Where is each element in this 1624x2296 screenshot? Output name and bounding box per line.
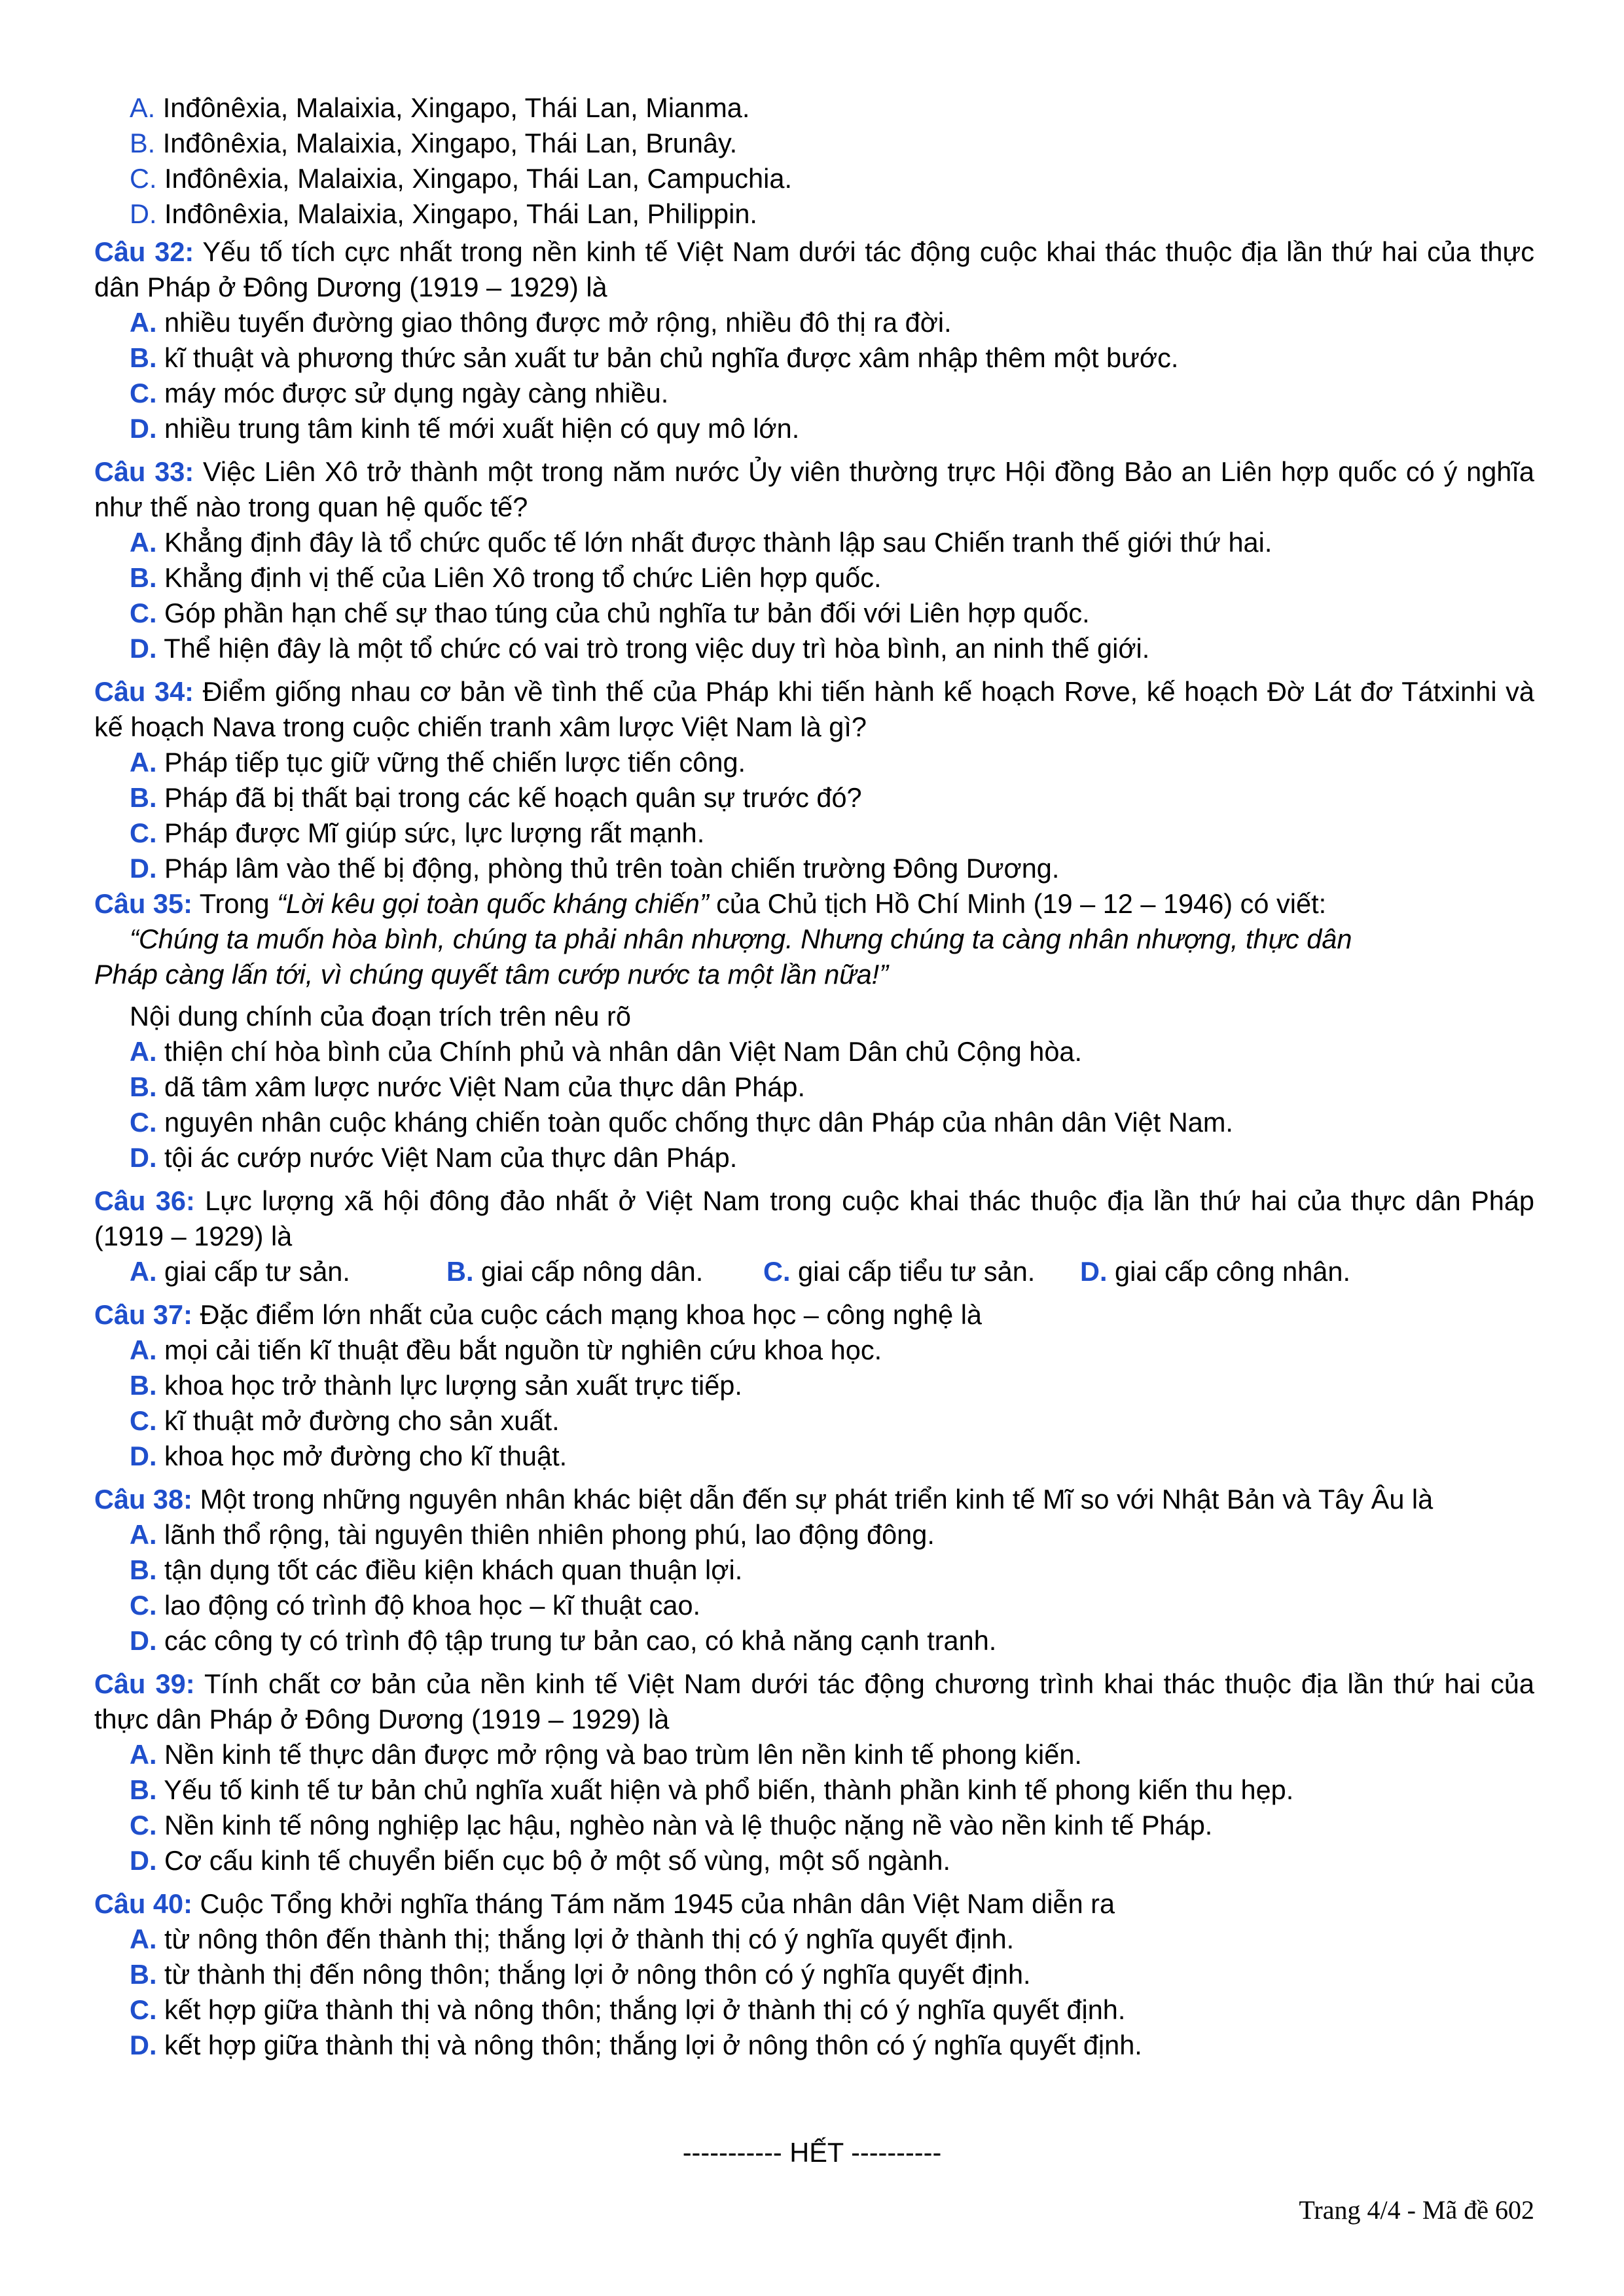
option-c: C. nguyên nhân cuộc kháng chiến toàn quốc chống thực dân Pháp của nhân dân Việt Nam. [130, 1107, 1233, 1138]
option-c: C. kĩ thuật mở đường cho sản xuất. [130, 1405, 560, 1436]
option-a: A. lãnh thổ rộng, tài nguyên thiên nhiên phong phú, lao động đông. [130, 1519, 935, 1550]
option-d: D. Pháp lâm vào thế bị động, phòng thủ trên toàn chiến trường Đông Dương. [130, 853, 1060, 884]
option-b: B. dã tâm xâm lược nước Việt Nam của thực dân Pháp. [130, 1071, 805, 1102]
question-37 [94, 1297, 1534, 1474]
option-c: C. Inđônêxia, Malaixia, Xingapo, Thái Lan, Campuchia. [130, 163, 792, 194]
option-c: C. Góp phần hạn chế sự thao túng của chủ nghĩa tư bản đối với Liên hợp quốc. [130, 598, 1090, 628]
question-stem: Câu 40: Cuộc Tổng khởi nghĩa tháng Tám năm 1945 của nhân dân Việt Nam diễn ra [94, 1888, 1115, 1919]
option-a: A. Inđônêxia, Malaixia, Xingapo, Thái Lan, Mianma. [130, 92, 750, 123]
quote-line-1: “Chúng ta muốn hòa bình, chúng ta phải nhân nhượng. Nhưng chúng ta càng nhân nhượng, thực dân [130, 924, 1352, 954]
option-a: A. Khẳng định đây là tổ chức quốc tế lớn nhất được thành lập sau Chiến tranh thế giới thứ hai. [130, 527, 1272, 558]
option-d: D. khoa học mở đường cho kĩ thuật. [130, 1441, 568, 1471]
option-d: D. tội ác cướp nước Việt Nam của thực dân Pháp. [130, 1142, 738, 1173]
option-a: A. mọi cải tiến kĩ thuật đều bắt nguồn từ nghiên cứu khoa học. [130, 1335, 882, 1365]
option-b: B. giai cấp nông dân. [446, 1256, 704, 1287]
end-mark: ----------- HẾT ---------- [682, 2137, 942, 2168]
option-a: A. Pháp tiếp tục giữ vững thế chiến lược tiến công. [130, 747, 746, 778]
option-c: C. kết hợp giữa thành thị và nông thôn; thắng lợi ở thành thị có ý nghĩa quyết định. [130, 1994, 1126, 2025]
question-40 [94, 1886, 1534, 2063]
option-c: C. giai cấp tiểu tư sản. [763, 1256, 1036, 1287]
question-39 [94, 1666, 1534, 1878]
exam-content [94, 90, 1534, 2063]
option-row [94, 1254, 1534, 1289]
question-33 [94, 454, 1534, 666]
option-b: B. khoa học trở thành lực lượng sản xuất trực tiếp. [130, 1370, 742, 1401]
question-stem: Câu 38: Một trong những nguyên nhân khác biệt dẫn đến sự phát triển kinh tế Mĩ so với Nhật Bản và Tây Âu là [94, 1484, 1434, 1515]
option-a: A. giai cấp tư sản. [130, 1256, 350, 1287]
question-38 [94, 1482, 1534, 1659]
question-stem: Câu 37: Đặc điểm lớn nhất của cuộc cách mạng khoa học – công nghệ là [94, 1299, 983, 1330]
question-stem: Câu 36: Lực lượng xã hội đông đảo nhất ở Việt Nam trong cuộc khai thác thuộc địa lần thứ hai của thực dân Pháp (1919 – 1929) là [94, 1185, 1534, 1251]
option-d: D. kết hợp giữa thành thị và nông thôn; thắng lợi ở nông thôn có ý nghĩa quyết định. [130, 2030, 1142, 2060]
option-a: A. nhiều tuyến đường giao thông được mở rộng, nhiều đô thị ra đời. [130, 307, 952, 338]
option-d: D. các công ty có trình độ tập trung tư bản cao, có khả năng cạnh tranh. [130, 1625, 997, 1656]
question-stem: Câu 33: Việc Liên Xô trở thành một trong năm nước Ủy viên thường trực Hội đồng Bảo an Liên hợp quốc có ý nghĩa như thế nào trong quan hệ quốc tế? [94, 456, 1534, 522]
previous-question-options [94, 90, 1534, 232]
option-b: B. Pháp đã bị thất bại trong các kế hoạch quân sự trước đó? [130, 782, 862, 813]
option-b: B. từ thành thị đến nông thôn; thắng lợi ở nông thôn có ý nghĩa quyết định. [130, 1959, 1031, 1990]
quote-line-2: Pháp càng lấn tới, vì chúng quyết tâm cướp nước ta một lần nữa!” [94, 959, 889, 990]
option-b: B. tận dụng tốt các điều kiện khách quan thuận lợi. [130, 1554, 743, 1585]
option-b: B. Yếu tố kinh tế tư bản chủ nghĩa xuất hiện và phổ biến, thành phần kinh tế phong kiến thu hẹp. [130, 1774, 1294, 1805]
option-c: C. lao động có trình độ khoa học – kĩ thuật cao. [130, 1590, 701, 1621]
option-d: D. Cơ cấu kinh tế chuyển biến cục bộ ở một số vùng, một số ngành. [130, 1845, 950, 1876]
option-d: D. Inđônêxia, Malaixia, Xingapo, Thái Lan, Philippin. [130, 198, 757, 229]
question-32 [94, 234, 1534, 446]
option-c: C. Pháp được Mĩ giúp sức, lực lượng rất mạnh. [130, 817, 705, 848]
question-35 [94, 886, 1534, 1175]
option-b: B. Khẳng định vị thế của Liên Xô trong tổ chức Liên hợp quốc. [130, 562, 882, 593]
option-d: D. Thể hiện đây là một tổ chức có vai trò trong việc duy trì hòa bình, an ninh thế giới. [130, 633, 1150, 664]
question-34 [94, 674, 1534, 886]
question-stem: Câu 35: Trong “Lời kêu gọi toàn quốc kháng chiến” của Chủ tịch Hồ Chí Minh (19 – 12 – 1946) có viết: [94, 888, 1327, 919]
option-d: D. nhiều trung tâm kinh tế mới xuất hiện có quy mô lớn. [130, 413, 800, 444]
question-stem: Câu 34: Điểm giống nhau cơ bản về tình thế của Pháp khi tiến hành kế hoạch Rơve, kế hoạch Đờ Lát đơ Tátxinhi và kế hoạch Nava trong cuộc chiến tranh xâm lược Việt Nam là gì? [94, 676, 1534, 742]
option-a: A. Nền kinh tế thực dân được mở rộng và bao trùm lên nền kinh tế phong kiến. [130, 1739, 1082, 1770]
option-a: A. thiện chí hòa bình của Chính phủ và nhân dân Việt Nam Dân chủ Cộng hòa. [130, 1036, 1083, 1067]
option-c: C. máy móc được sử dụng ngày càng nhiều. [130, 378, 669, 408]
option-c: C. Nền kinh tế nông nghiệp lạc hậu, nghèo nàn và lệ thuộc nặng nề vào nền kinh tế Pháp. [130, 1810, 1213, 1840]
option-b: B. Inđônêxia, Malaixia, Xingapo, Thái Lan, Brunây. [130, 128, 738, 158]
question-stem: Câu 39: Tính chất cơ bản của nền kinh tế Việt Nam dưới tác động chương trình khai thác thuộc địa lần thứ hai của thực dân Pháp ở Đông Dương (1919 – 1929) là [94, 1668, 1534, 1734]
option-d: D. giai cấp công nhân. [1080, 1256, 1350, 1287]
question-stem: Câu 32: Yếu tố tích cực nhất trong nền kinh tế Việt Nam dưới tác động cuộc khai thác thuộc địa lần thứ hai của thực dân Pháp ở Đông Dương (1919 – 1929) là [94, 236, 1534, 302]
question-lead: Nội dung chính của đoạn trích trên nêu rõ [130, 1001, 631, 1031]
question-36 [94, 1183, 1534, 1289]
option-a: A. từ nông thôn đến thành thị; thắng lợi ở thành thị có ý nghĩa quyết định. [130, 1924, 1015, 1954]
page-footer: Trang 4/4 - Mã đề 602 [1299, 2195, 1534, 2225]
option-b: B. kĩ thuật và phương thức sản xuất tư bản chủ nghĩa được xâm nhập thêm một bước. [130, 342, 1179, 373]
